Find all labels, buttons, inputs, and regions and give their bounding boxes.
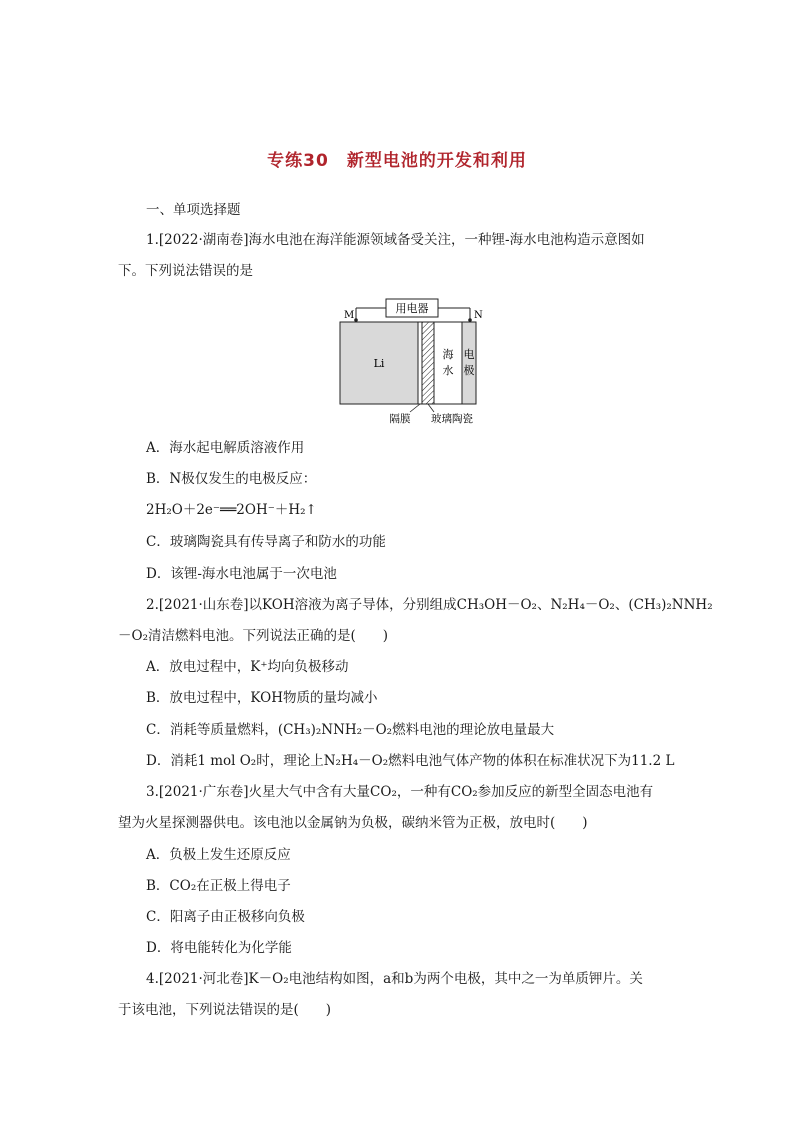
q3-stem-line1: 3.[2021·广东卷]火星大气中含有大量CO₂，一种有CO₂参加反应的新型全固态电池有: [146, 784, 654, 800]
q3-option-a: A．负极上发生还原反应: [146, 847, 291, 863]
q3-stem-line2: 望为火星探测器供电。该电池以金属钠为负极，碳纳米管为正极，放电时( ): [118, 815, 588, 831]
terminal-n-label: N: [474, 310, 483, 321]
battery-diagram: [330, 296, 483, 426]
q1-option-d: D．该锂-海水电池属于一次电池: [146, 566, 337, 582]
q3-option-b: B．CO₂在正极上得电子: [146, 878, 291, 894]
q3-option-d: D．将电能转化为化学能: [146, 940, 292, 956]
q1-stem-line1: 1.[2022·湖南卷]海水电池在海洋能源领域备受关注，一种锂-海水电池构造示意图如: [146, 232, 645, 248]
ceramic-label: 玻璃陶瓷: [431, 413, 473, 425]
q4-stem-line1: 4.[2021·河北卷]K－O₂电池结构如图，a和b为两个电极，其中之一为单质钾片。关: [146, 971, 643, 987]
q1-option-b-equation: 2H₂O＋2e⁻══2OH⁻＋H₂↑: [146, 502, 317, 518]
section-heading: 一、单项选择题: [146, 202, 241, 218]
q3-option-c: C．阳离子由正极移向负极: [146, 909, 305, 925]
terminal-m-dot: [354, 318, 358, 322]
seawater-label-2: 水: [442, 364, 454, 377]
q2-stem-line2: －O₂清洁燃料电池。下列说法正确的是( ): [118, 628, 389, 644]
membrane: [418, 322, 422, 404]
electrode-label-1: 电: [463, 348, 475, 361]
seawater: [434, 322, 462, 404]
glass-ceramic: [422, 322, 434, 404]
q2-option-c: C．消耗等质量燃料，(CH₃)₂NNH₂－O₂燃料电池的理论放电量最大: [146, 722, 555, 738]
q1-option-b: B．N极仅发生的电极反应：: [146, 471, 317, 487]
q2-option-b: B．放电过程中，KOH物质的量均减小: [146, 690, 378, 706]
device-label: 用电器: [395, 302, 429, 315]
q2-option-a: A．放电过程中，K⁺均向负极移动: [146, 659, 349, 675]
membrane-label: 隔膜: [389, 413, 411, 425]
q2-option-d: D．消耗1 mol O₂时，理论上N₂H₄－O₂燃料电池气体产物的体积在标准状况下为11.2 L: [146, 753, 675, 769]
terminal-m-label: M: [344, 310, 355, 321]
q1-option-c: C．玻璃陶瓷具有传导离子和防水的功能: [146, 534, 386, 550]
seawater-label-1: 海: [442, 348, 454, 361]
q4-stem-line2: 于该电池，下列说法错误的是( ): [118, 1002, 332, 1018]
q1-stem-line2: 下。下列说法错误的是: [118, 263, 253, 279]
page-title: 专练30 新型电池的开发和利用: [267, 151, 527, 171]
anode-label: Li: [373, 357, 385, 370]
q2-stem-line1: 2.[2021·山东卷]以KOH溶液为离子导体，分别组成CH₃OH－O₂、N₂H₄－O₂、(CH₃)₂NNH₂: [146, 597, 713, 613]
electrode: [462, 322, 476, 404]
terminal-n-dot: [468, 318, 472, 322]
electrode-label-2: 极: [463, 364, 475, 377]
q1-option-a: A．海水起电解质溶液作用: [146, 440, 305, 456]
